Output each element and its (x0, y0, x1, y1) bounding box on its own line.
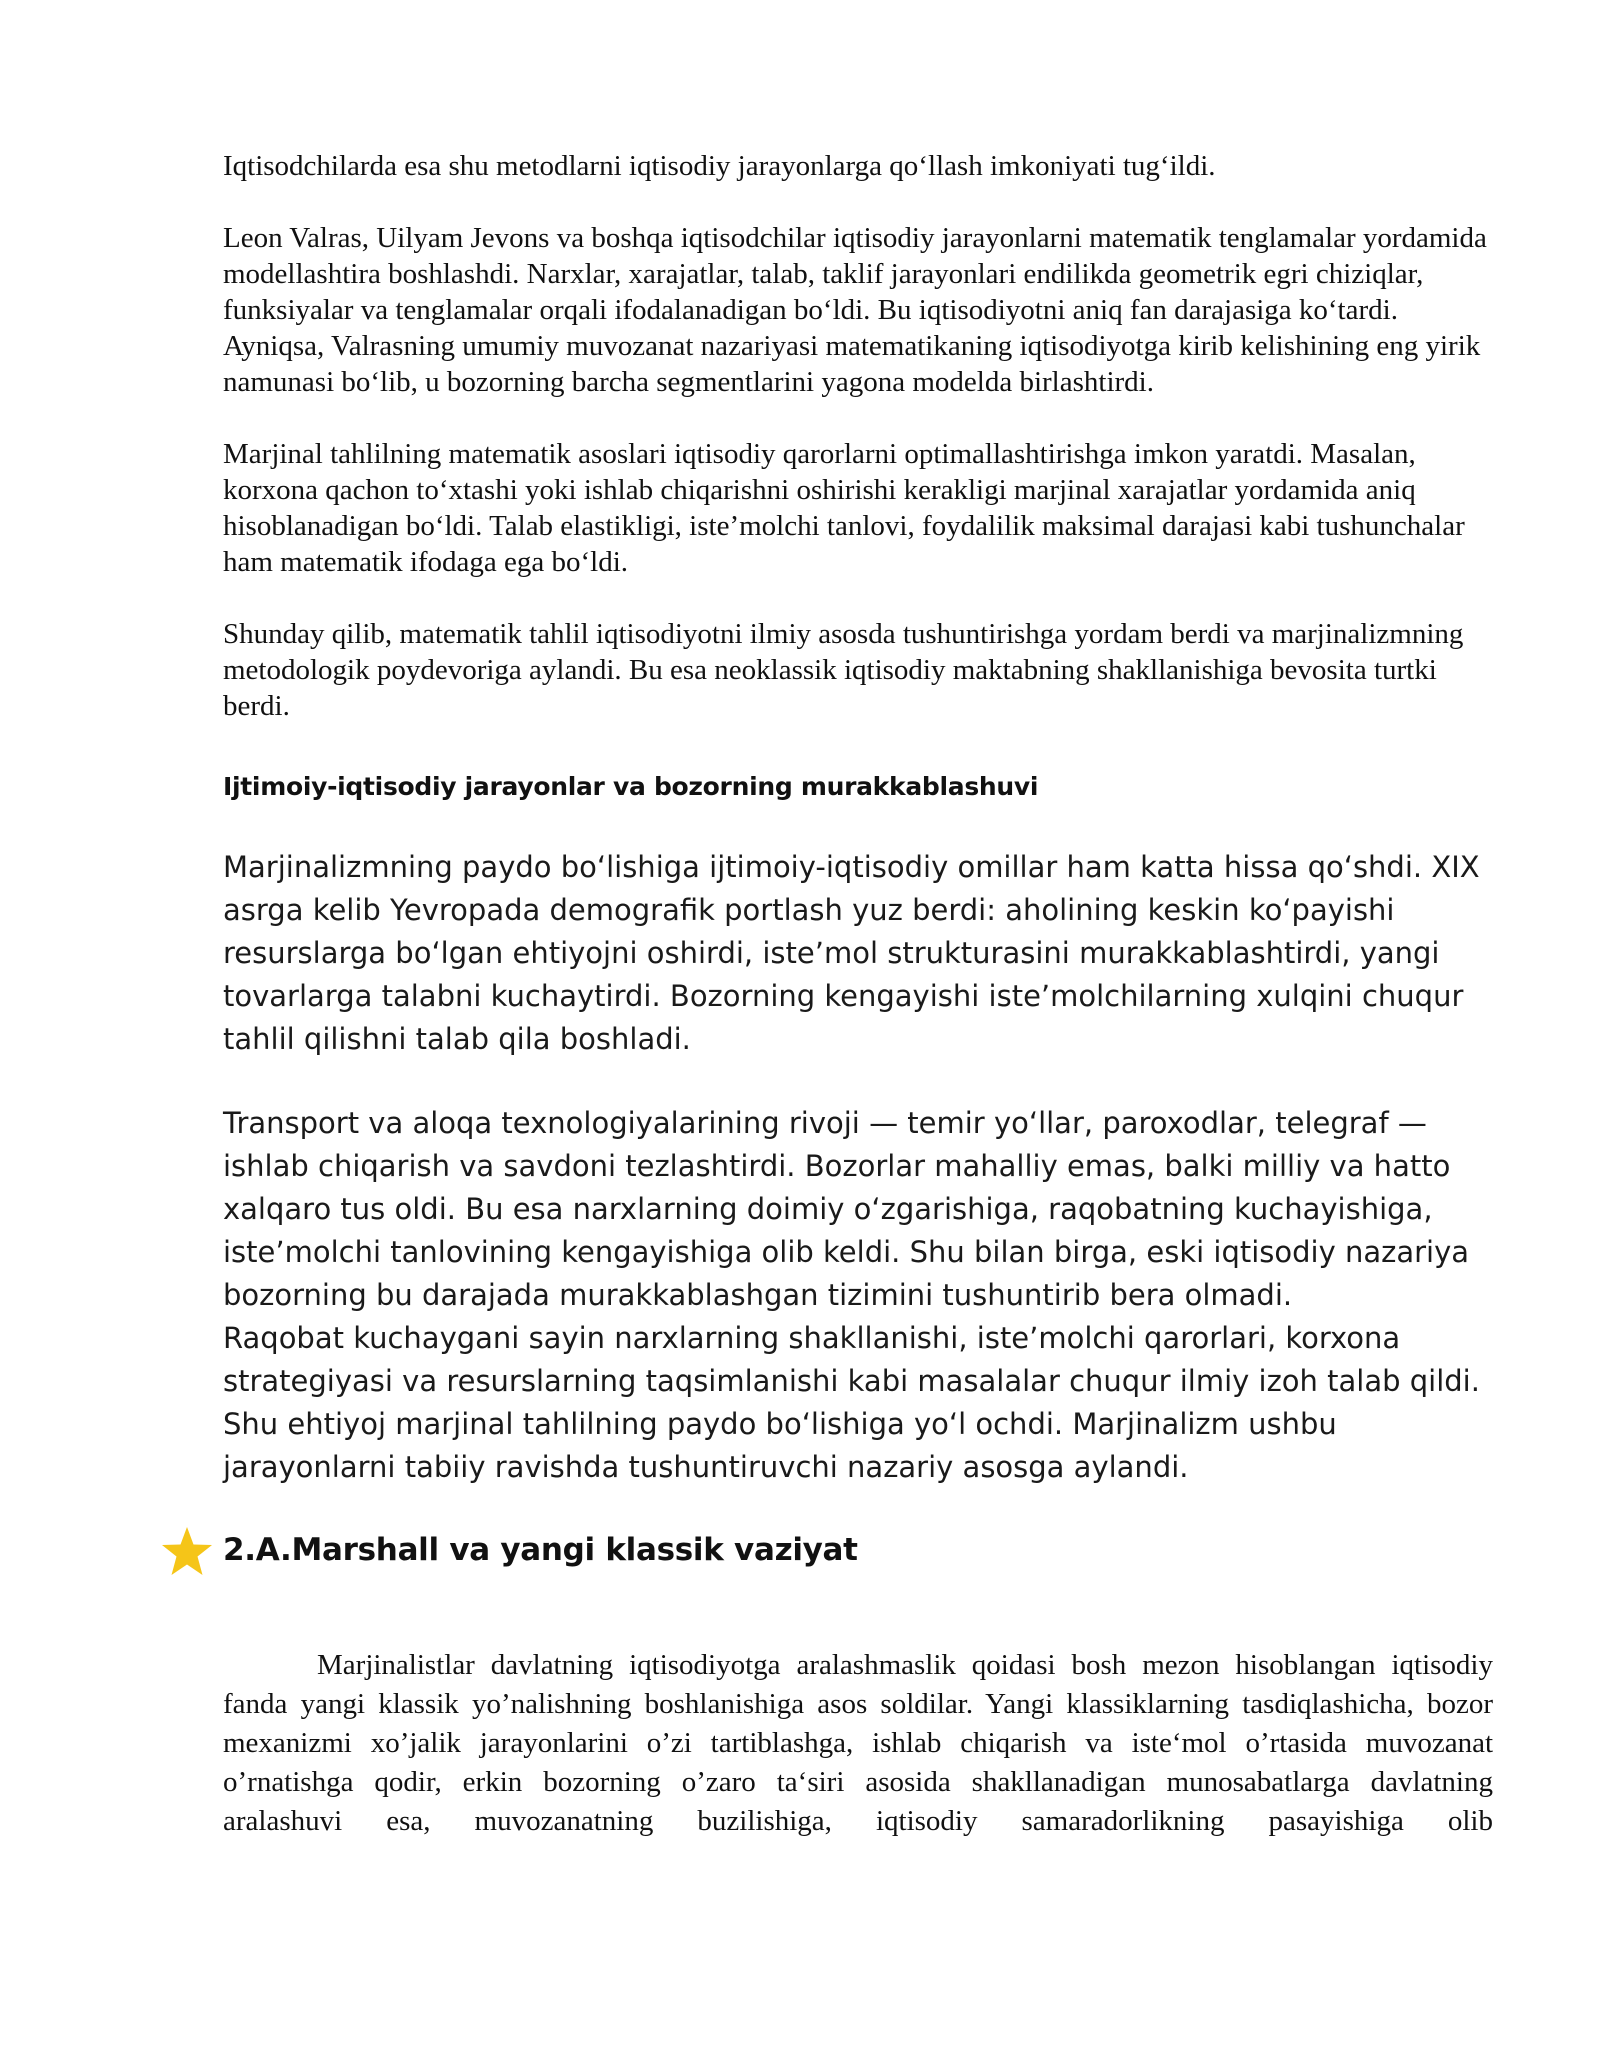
paragraph-conclusion: Shunday qilib, matematik tahlil iqtisodiyotni ilmiy asosda tushuntirishga yordam berdi va marjinalizmning metodologik poydevoriga aylandi. Bu esa neoklassik iqtisodiy maktabning shakllanishiga bevosita turtki berdi. (223, 618, 1464, 722)
paragraph-valras-jevons: Leon Valras, Uilyam Jevons va boshqa iqtisodchilar iqtisodiy jarayonlarni matematik tenglamalar yordamida modellashtira boshlashdi. Narxlar, xarajatlar, talab, taklif jarayonlari endilikda geometrik egri chiziqlar, funksiyalar va tenglamalar orqali ifodalanadigan bo‘ldi. Bu iqtisodiyotni aniq fan darajasiga ko‘tardi. Ayniqsa, Valrasning umumiy muvozanat nazariyasi matematikaning iqtisodiyotga kirib kelishining eng yirik namunasi bo‘lib, u bozorning barcha segmentlarini yagona modelda birlashtirdi. (223, 222, 1487, 398)
subheading: Ijtimoiy-iqtisodiy jarayonlar va bozorning murakkablashuvi (223, 772, 1039, 801)
paragraph-transport: Transport va aloqa texnologiyalarining rivoji — temir yo‘llar, paroxodlar, telegraf — ishlab chiqarish va savdoni tezlashtirdi. Bozorlar mahalliy emas, balki milliy va hatto xalqaro tus oldi. Bu esa narxlarning doimiy o‘zgarishiga, raqobatning kuchayishiga, iste’molchi tanlovining kengayishiga olib keldi. Shu bilan birga, eski iqtisodiy nazariya bozorning bu darajada murakkablashgan tizimini tushuntirib bera olmadi. (223, 1106, 1470, 1312)
paragraph-marshall: Marjinalistlar davlatning iqtisodiyotga aralashmaslik qoidasi bosh mezon hisoblangan iqtisodiy fanda yangi klassik yo’nalishning boshlanishiga asos soldilar. Yangi klassiklarning tasdiqlashicha, bozor mexanizmi xo’jalik jarayonlarini o’zi tartiblashga, ishlab chiqarish va iste‘mol o’rtasida muvozanat o’rnatishga qodir, erkin bozorning o’zaro ta‘siri asosida shakllanadigan munosabatlarga davlatning aralashuvi esa, muvozanatning buzilishiga, iqtisodiy samaradorlikning pasayishiga olib (223, 1649, 1493, 1837)
paragraph-intro: Iqtisodchilarda esa shu metodlarni iqtisodiy jarayonlarga qo‘llash imkoniyati tug‘ildi. (223, 150, 1216, 182)
paragraph-marginal-analysis: Marjinal tahlilning matematik asoslari iqtisodiy qarorlarni optimallashtirishga imkon yaratdi. Masalan, korxona qachon to‘xtashi yoki ishlab chiqarishni oshirishi kerakligi marjinal xarajatlar yordamida aniq hisoblanadigan bo‘ldi. Talab elastikligi, iste’molchi tanlovi, foydalilik maksimal darajasi kabi tushunchalar ham matematik ifodaga ega bo‘ldi. (223, 438, 1465, 578)
paragraph-demography: Marjinalizmning paydo bo‘lishiga ijtimoiy-iqtisodiy omillar ham katta hissa qo‘shdi. XIX asrga kelib Yevropada demografik portlash yuz berdi: aholining keskin ko‘payishi resurslarga bo‘lgan ehtiyojni oshirdi, iste’mol strukturasini murakkablashtirdi, yangi tovarlarga talabni kuchaytirdi. Bozorning kengayishi iste’molchilarning xulqini chuqur tahlil qilishni talab qila boshladi. (223, 850, 1480, 1056)
section-heading: 2.A.Marshall va yangi klassik vaziyat (223, 1532, 858, 1568)
star-icon (160, 1525, 214, 1579)
paragraph-competition: Raqobat kuchaygani sayin narxlarning shakllanishi, iste’molchi qarorlari, korxona strategiyasi va resurslarning taqsimlanishi kabi masalalar chuqur ilmiy izoh talab qildi. Shu ehtiyoj marjinal tahlilning paydo bo‘lishiga yo‘l ochdi. Marjinalizm ushbu jarayonlarni tabiiy ravishda tushuntiruvchi nazariy asosga aylandi. (223, 1321, 1480, 1484)
